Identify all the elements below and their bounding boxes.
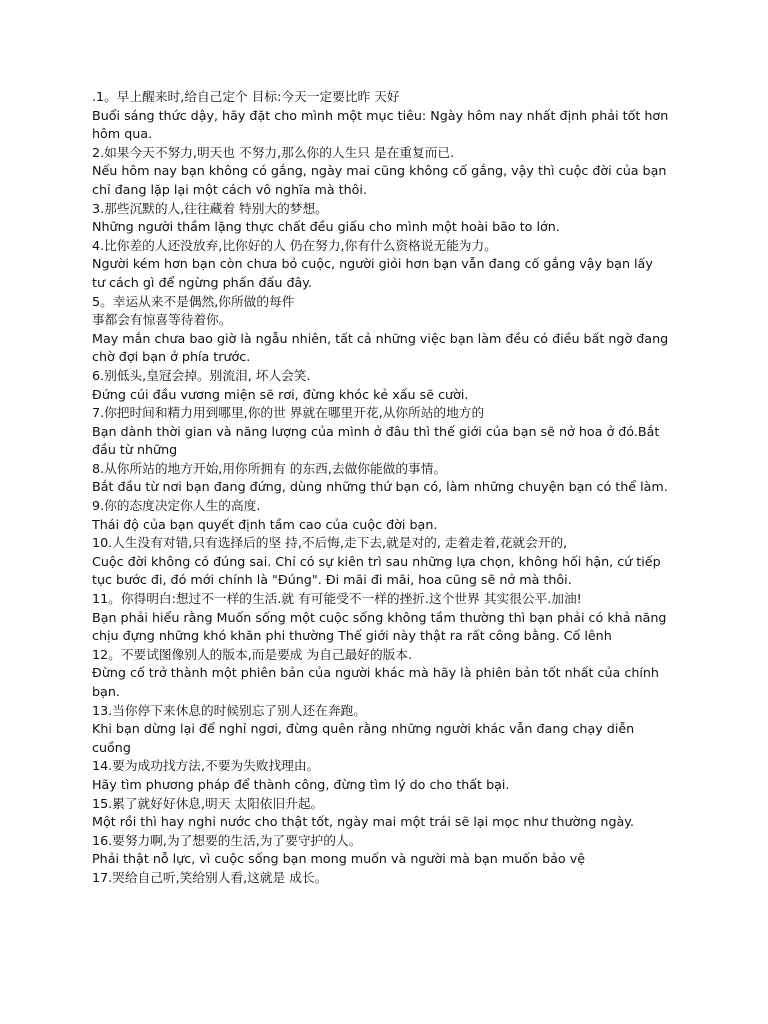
quote-entry: [92, 497, 674, 534]
chinese-quote-line: 3.那些沉默的人,往往藏着 特别大的梦想。: [92, 200, 328, 216]
quote-entry: [92, 869, 674, 888]
vietnamese-translation-line: Hãy tìm phương pháp để thành công, đừng tìm lý do cho thất bại.: [92, 776, 510, 792]
quote-entry: [92, 293, 674, 367]
vietnamese-translation-line: cuồng: [92, 739, 131, 755]
quote-entry: [92, 367, 674, 404]
vietnamese-translation-line: Đừng cố trở thành một phiên bản của người khác mà hãy là phiên bản tốt nhất của chính: [92, 665, 659, 681]
quote-entry: [92, 237, 674, 293]
quote-entry: [92, 832, 674, 869]
chinese-quote-line: 12。不要试图像别人的版本,而是要成 为自己最好的版本.: [92, 646, 413, 662]
chinese-quote-line: 14.要为成功找方法,不要为失败找理由。: [92, 758, 320, 774]
chinese-quote-line: 5。幸运从来不是偶然,你所做的每件 事都会有惊喜等待着你。: [92, 293, 295, 328]
quote-entry: [92, 590, 674, 646]
vietnamese-translation-line: chịu đựng những khó khăn phi thường Thế giới này thật ra rất công bằng. Cố lênh: [92, 628, 612, 644]
chinese-quote-line: 10.人生没有对错,只有选择后的坚 持,不后悔,走下去,就是对的, 走着走着,花就会开的,: [92, 535, 568, 551]
vietnamese-translation-line: tư cách gì để ngừng phấn đấu đây.: [92, 274, 313, 290]
vietnamese-translation-line: tục bước đi, đó mới chính là "Đúng". Đi mãi đi mãi, hoa cũng sẽ nở mà thôi.: [92, 572, 572, 588]
chinese-quote-line: 17.哭给自己听,笑给别人看,这就是 成长。: [92, 869, 328, 885]
chinese-quote-line: 8.从你所站的地方开始,用你所拥有 的东西,去做你能做的事情。: [92, 460, 447, 476]
vietnamese-translation-line: hôm qua.: [92, 126, 153, 142]
vietnamese-translation-line: Nếu hôm nay bạn không có gắng, ngày mai cũng không cố gắng, vậy thì cuộc đời của bạn: [92, 163, 667, 179]
chinese-quote-line: 6.别低头,皇冠会掉。别流泪, 坏人会笑.: [92, 367, 311, 383]
vietnamese-translation-line: đầu từ những: [92, 442, 178, 458]
quote-entry: [92, 200, 674, 237]
vietnamese-translation-line: Bạn dành thời gian và năng lượng của mình ở đâu thì thế giới của bạn sẽ nở hoa ở đó.Bắt: [92, 423, 660, 439]
vietnamese-translation-line: Khi bạn dừng lại để nghỉ ngơi, đừng quên rằng những người khác vẫn đang chạy diễn: [92, 721, 635, 737]
vietnamese-translation-line: Đứng cúi đầu vương miện sẽ rơi, đừng khóc kẻ xấu sẽ cười.: [92, 386, 469, 402]
quote-entry: [92, 757, 674, 794]
chinese-quote-line: 15.累了就好好休息,明天 太阳依旧升起。: [92, 795, 324, 811]
quote-entry: [92, 646, 674, 702]
vietnamese-translation-line: Thái độ của bạn quyết định tầm cao của cuộc đời bạn.: [92, 516, 438, 532]
vietnamese-translation-line: Một rồi thì hay nghi nước cho thật tốt, ngày mai một trái sẽ lại mọc như thường ngày.: [92, 814, 635, 830]
quote-entry: [92, 534, 674, 590]
chinese-quote-line: 2.如果今天不努力,明天也 不努力,那么你的人生只 是在重复而已.: [92, 144, 455, 160]
quote-entry: [92, 702, 674, 758]
vietnamese-translation-line: Những người thầm lặng thực chất đều giấu cho mình một hoài bão to lớn.: [92, 219, 560, 235]
chinese-quote-line: .1。早上醒来时,给自己定个 目标:今天一定要比昨 天好: [92, 89, 400, 104]
quote-entry: [92, 404, 674, 460]
chinese-quote-line: 4.比你差的人还没放弃,比你好的人 仍在努力,你有什么资格说无能为力。: [92, 237, 497, 253]
vietnamese-translation-line: Người kém hơn bạn còn chưa bỏ cuộc, người giỏi hơn bạn vẫn đang cố gắng vậy bạn lấy: [92, 256, 653, 272]
vietnamese-translation-line: Buổi sáng thức dậy, hãy đặt cho mình một mục tiêu: Ngày hôm nay nhất định phải tốt hơn: [92, 107, 669, 123]
quote-entry: [92, 460, 674, 497]
chinese-quote-line: 11。你得明白:想过不一样的生活.就 有可能受不一样的挫折.这个世界 其实很公平.加油!: [92, 591, 582, 607]
vietnamese-translation-line: Bắt đầu từ nơi bạn đang đứng, dùng những thứ bạn có, làm những chuyện bạn có thể làm.: [92, 479, 668, 495]
vietnamese-translation-line: bạn.: [92, 684, 120, 699]
vietnamese-translation-line: Phải thật nỗ lực, vì cuộc sống bạn mong muốn và người mà bạn muốn bảo vệ: [92, 851, 586, 867]
chinese-quote-line: 7.你把时间和精力用到哪里,你的世 界就在哪里开花,从你所站的地方的: [92, 405, 485, 421]
chinese-quote-line: 9.你的态度决定你人生的高度.: [92, 498, 261, 514]
quote-entry: [92, 88, 674, 144]
vietnamese-translation-line: Bạn phải hiểu rằng Muốn sống một cuộc sống không tầm thường thì bạn phải có khả năng: [92, 609, 667, 625]
vietnamese-translation-line: May mắn chưa bao giờ là ngẫu nhiên, tất cả những việc bạn làm đều có điều bất ngờ đang: [92, 330, 669, 346]
vietnamese-translation-line: Cuộc đời không có đúng sai. Chỉ có sự kiên trì sau những lựa chọn, không hối hận, cứ tiếp: [92, 553, 661, 569]
quote-entry: [92, 144, 674, 200]
chinese-quote-line: 16.要努力啊,为了想要的生活,为了要守护的人。: [92, 832, 362, 848]
quote-entry: [92, 795, 674, 832]
chinese-quote-line: 13.当你停下来休息的时候别忘了别人还在奔跑。: [92, 702, 366, 718]
document-page: [92, 88, 674, 888]
vietnamese-translation-line: chỉ đang lặp lại một cách vô nghĩa mà thôi.: [92, 181, 367, 197]
vietnamese-translation-line: chờ đợi bạn ở phía trước.: [92, 349, 251, 365]
